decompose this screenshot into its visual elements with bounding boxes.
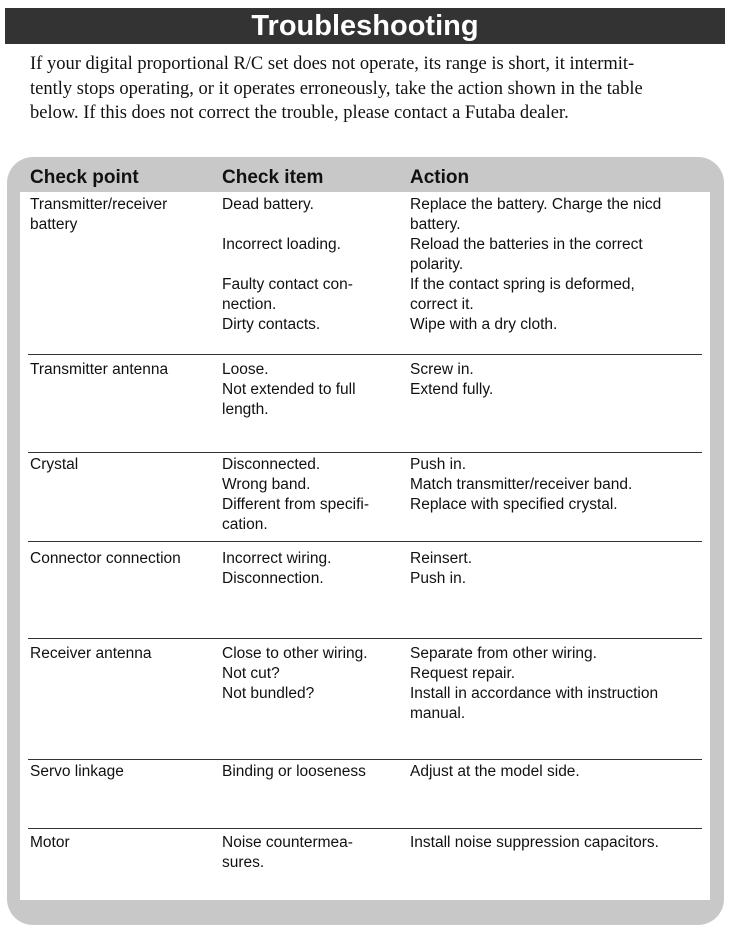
check-item-row [222,664,702,684]
table-row [28,542,702,639]
action: Push in. [410,570,467,587]
check-item: Close to other wiring. [222,645,368,662]
table-body [20,192,710,900]
check-item-list [222,762,702,782]
action: If the contact spring is deformed, correct it. [410,276,635,313]
check-item-row [222,569,702,589]
check-item-row [222,762,702,782]
check-point: Transmitter/receiver battery [30,196,168,233]
check-item-row [222,235,702,275]
check-item: Faulty contact con- nection. [222,276,353,313]
check-item: Not cut? [222,665,280,682]
check-point: Connector connection [30,550,181,567]
check-item: Different from specifi- cation. [222,496,370,533]
action: Adjust at the model side. [410,763,580,780]
check-item-list [222,833,702,873]
table-row [28,453,702,542]
table-row [28,760,702,829]
check-item-row [222,684,702,724]
action: Push in. [410,456,467,473]
check-point: Transmitter antenna [30,361,169,378]
table-row [28,639,702,760]
table-row [28,829,702,899]
action: Install in accordance with instruction manual. [410,685,659,722]
header-action: Action [410,167,470,188]
check-point: Crystal [30,456,79,473]
page-title: Troubleshooting [5,8,725,44]
action: Wipe with a dry cloth. [410,316,558,333]
action: Request repair. [410,665,516,682]
header-check-item: Check item [222,167,324,188]
action: Match transmitter/receiver band. [410,476,633,493]
check-item: Dirty contacts. [222,316,321,333]
check-item: Wrong band. [222,476,311,493]
check-item-row [222,475,702,495]
check-item-row [222,275,702,315]
check-item: Noise countermea- sures. [222,834,353,871]
action: Install noise suppression capacitors. [410,834,659,851]
check-item-list [222,549,702,589]
action: Replace with specified crystal. [410,496,618,513]
check-item-list [222,455,702,535]
check-item: Disconnected. [222,456,321,473]
check-item-row [222,360,702,380]
check-item: Not bundled? [222,685,315,702]
check-item: Loose. [222,361,269,378]
check-item: Incorrect wiring. [222,550,332,567]
check-item-list [222,360,702,420]
table-row [28,192,702,355]
check-item-row [222,380,702,420]
check-item-row [222,644,702,664]
check-point: Servo linkage [30,763,124,780]
action: Reload the batteries in the correct polarity. [410,236,643,273]
check-item: Disconnection. [222,570,324,587]
check-item-row [222,549,702,569]
check-item: Binding or looseness [222,763,366,780]
action: Replace the battery. Charge the nicd battery. [410,196,662,233]
action: Separate from other wiring. [410,645,597,662]
check-item-row [222,495,702,535]
check-item-list [222,644,702,724]
check-item: Incorrect loading. [222,236,341,253]
check-item: Dead battery. [222,196,314,213]
action: Reinsert. [410,550,473,567]
check-item: Not extended to full length. [222,381,356,418]
action: Screw in. [410,361,474,378]
check-item-row [222,315,702,335]
action: Extend fully. [410,381,494,398]
intro-paragraph: If your digital proportional R/C set does not operate, its range is short, it intermit- tently stops operating, or it operates erroneously, take the action shown in the table below. If this does not correct the trouble, please contact a Futaba dealer. [30,54,643,123]
check-item-row [222,195,702,235]
check-item-row [222,833,702,873]
table-row [28,355,702,453]
check-point: Motor [30,834,70,851]
header-check-point: Check point [30,167,139,188]
check-item-list [222,195,702,335]
check-item-row [222,455,702,475]
check-point: Receiver antenna [30,645,152,662]
